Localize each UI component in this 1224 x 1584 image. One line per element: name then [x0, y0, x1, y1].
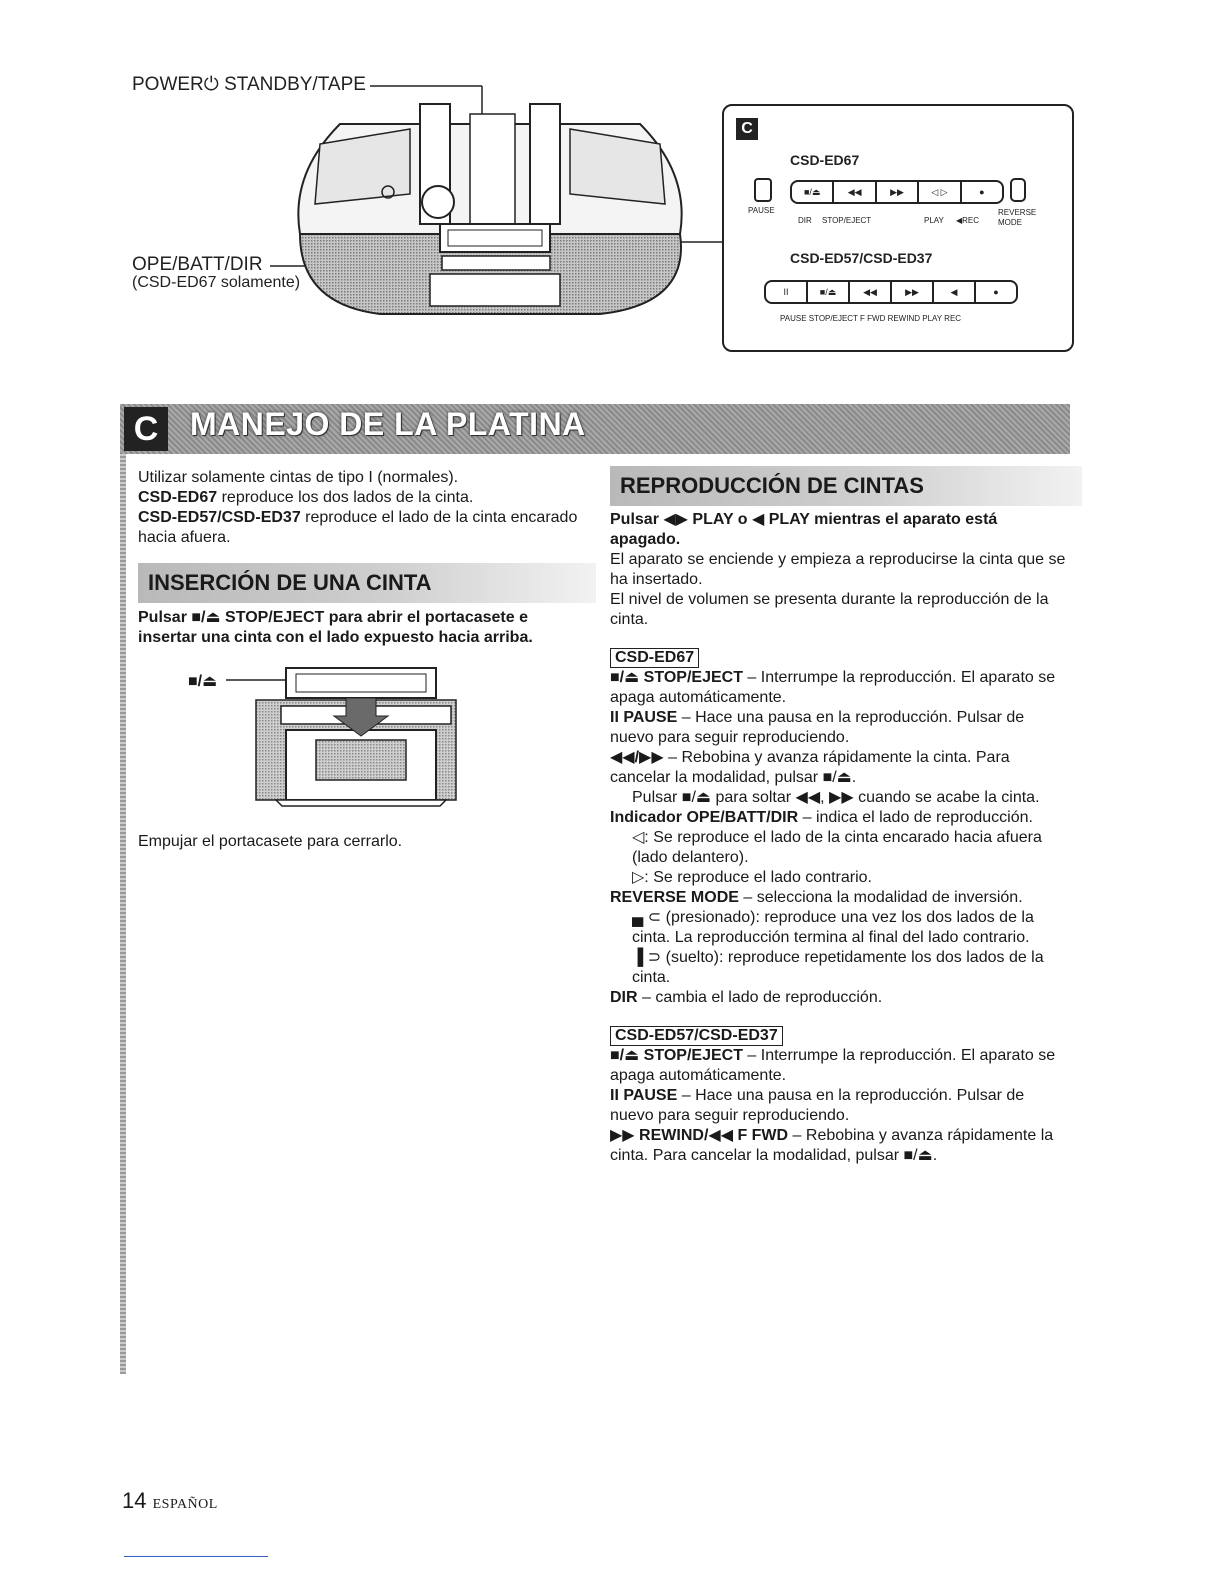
ope-batt-dir-note: (CSD-ED67 solamente) — [132, 274, 301, 291]
model1-pause-label: PAUSE — [748, 206, 775, 215]
intro-text — [138, 468, 578, 548]
ed67-indicator-term: Indicador OPE/BATT/DIR — [610, 809, 799, 826]
ed67-stop-desc: – Interrumpe la reproducción. El aparato se apaga automáticamente. — [610, 669, 1056, 706]
model1-mode-label: MODE — [998, 218, 1022, 227]
section-badge: C — [124, 407, 168, 451]
ed67-reverse-desc: – selecciona la modalidad de inversión. — [738, 889, 1023, 906]
footer-rule — [124, 1556, 268, 1557]
ed67-dir-term: DIR — [610, 989, 638, 1006]
ed57-rewind-item — [610, 1126, 1070, 1166]
intro-model-1-text: reproduce los dos lados de la cinta. — [217, 489, 474, 506]
ed67-indicator-back: ▷: Se reproduce el lado contrario. — [632, 869, 872, 886]
playback-desc-2: El nivel de volumen se presenta durante la reproducción de la cinta. — [610, 591, 1049, 628]
ed67-stop-term: ■/⏏ STOP/EJECT — [610, 669, 743, 686]
deck-controls-panel — [722, 104, 1074, 352]
page-language: ESPAÑOL — [152, 1497, 218, 1512]
ed67-ff-desc: – Rebobina y avanza rápidamente la cinta. Para cancelar la modalidad, pulsar ■/⏏. — [610, 749, 1010, 786]
ed67-dir-item — [610, 988, 1070, 1008]
model2-key-pause: II — [766, 282, 808, 302]
ed67-reverse-pressed: ▄ ⊂ (presionado): reproduce una vez los dos lados de la cinta. La reproducción termina al final del lado contrario. — [632, 909, 1034, 946]
ed57-rewind-desc: – Rebobina y avanza rápidamente la cinta. Para cancelar la modalidad, pulsar ■/⏏. — [610, 1127, 1054, 1164]
model1-play-label: PLAY — [924, 216, 944, 225]
boombox-illustration — [260, 84, 730, 334]
ed57-pause-desc: – Hace una pausa en la reproducción. Pulsar de nuevo para seguir reproduciendo. — [610, 1087, 1025, 1124]
model1-rec-label: ◀REC — [956, 216, 980, 225]
insert-instruction: Pulsar ■/⏏ STOP/EJECT para abrir el portacasete e insertar una cinta con el lado expuesto hacia arriba. — [138, 609, 533, 646]
intro-line-1: Utilizar solamente cintas de tipo I (normales). — [138, 469, 459, 486]
model2-keyrow — [764, 280, 1018, 304]
model1-dir-label: DIR — [798, 216, 812, 225]
intro-model-2-text: reproduce el lado de la cinta encarado hacia afuera. — [138, 509, 578, 546]
ed57-pause-term: II PAUSE — [610, 1087, 678, 1104]
ed57-rewind-term: ▶▶ REWIND/◀◀ F FWD — [610, 1127, 789, 1144]
model1-key-rec: ● — [979, 187, 985, 197]
model1-title: CSD-ED67 — [790, 152, 860, 168]
page-footer — [122, 1488, 218, 1514]
ed67-indicator-front: ◁: Se reproduce el lado de la cinta encarado hacia afuera (lado delantero). — [632, 829, 1042, 866]
section-title: MANEJO DE LA PLATINA — [190, 406, 586, 442]
model1-key-rew: ◀◀ — [834, 182, 876, 202]
close-instruction: Empujar el portacasete para cerrarlo. — [138, 833, 403, 850]
insert-cassette-header: INSERCIÓN DE UNA CINTA — [138, 563, 596, 603]
panel-badge: C — [736, 118, 758, 140]
model1-key-ff: ▶▶ — [877, 182, 919, 202]
ed67-ff-term: ◀◀/▶▶ — [610, 749, 664, 766]
intro-model-2: CSD-ED57/CSD-ED37 — [138, 509, 301, 526]
ed67-pause-desc: – Hace una pausa en la reproducción. Pulsar de nuevo para seguir reproduciendo. — [610, 709, 1025, 746]
playback-text — [610, 510, 1070, 1166]
power-standby-label: POWER⏻ STANDBY/TAPE — [132, 74, 366, 95]
ed67-indicator-desc: – indica el lado de reproducción. — [798, 809, 1033, 826]
ed57-pause-item — [610, 1086, 1070, 1126]
ed67-dir-desc: – cambia el lado de reproducción. — [637, 989, 883, 1006]
playback-desc-1: El aparato se enciende y empieza a reproducirse la cinta que se ha insertado. — [610, 551, 1066, 588]
intro-model-1: CSD-ED67 — [138, 489, 218, 506]
model-ed57-box: CSD-ED57/CSD-ED37 — [610, 1026, 783, 1046]
ed67-stop-item — [610, 668, 1070, 708]
playback-instruction: Pulsar ◀▶ PLAY o ◀ PLAY mientras el aparato está apagado. — [610, 511, 998, 548]
intro-line-2 — [138, 488, 578, 508]
ope-batt-dir-label: OPE/BATT/DIR — [132, 254, 263, 275]
section-side-bar — [120, 454, 126, 1374]
ed67-pause-item — [610, 708, 1070, 748]
page-number: 14 — [122, 1488, 147, 1513]
reverse-key-icon — [1010, 178, 1026, 202]
model2-key-rec: ● — [993, 287, 999, 297]
ed67-reverse-released: ▐ ⊃ (suelto): reproduce repetidamente los dos lados de la cinta. — [632, 949, 1044, 986]
ed57-stop-item — [610, 1046, 1070, 1086]
ed67-ff-note: Pulsar ■/⏏ para soltar ◀◀, ▶▶ cuando se acabe la cinta. — [632, 789, 1040, 806]
model1-key-play: ◁ ▷ — [919, 182, 961, 202]
model1-reverse-label: REVERSE — [998, 208, 1037, 217]
model-ed67-box: CSD-ED67 — [610, 648, 699, 668]
ed67-reverse-term: REVERSE MODE — [610, 889, 739, 906]
ed67-reverse-item — [610, 888, 1070, 908]
cassette-insert-illustration — [226, 660, 496, 810]
model2-key-play: ◀ — [934, 282, 976, 302]
ed67-indicator-item — [610, 808, 1070, 828]
model2-key-ffwd: ◀◀ — [850, 282, 892, 302]
model1-keyrow — [790, 180, 1004, 204]
tape-playback-header: REPRODUCCIÓN DE CINTAS — [610, 466, 1082, 506]
model2-title: CSD-ED57/CSD-ED37 — [790, 250, 933, 266]
ed57-stop-desc: – Interrumpe la reproducción. El aparato se apaga automáticamente. — [610, 1047, 1056, 1084]
model2-key-stop: ■/⏏ — [808, 282, 850, 302]
model2-key-labels: PAUSE STOP/EJECT F FWD REWIND PLAY REC — [780, 314, 962, 323]
ed67-pause-term: II PAUSE — [610, 709, 678, 726]
intro-line-3 — [138, 508, 578, 548]
ed67-ff-item — [610, 748, 1070, 788]
model1-key-stop: ■/⏏ — [792, 182, 834, 202]
ed57-stop-term: ■/⏏ STOP/EJECT — [610, 1047, 743, 1064]
model2-key-rewind: ▶▶ — [892, 282, 934, 302]
stop-eject-figure-label: ■/⏏ — [188, 673, 218, 690]
model1-stop-label: STOP/EJECT — [822, 216, 872, 225]
pause-key-icon — [754, 178, 772, 202]
